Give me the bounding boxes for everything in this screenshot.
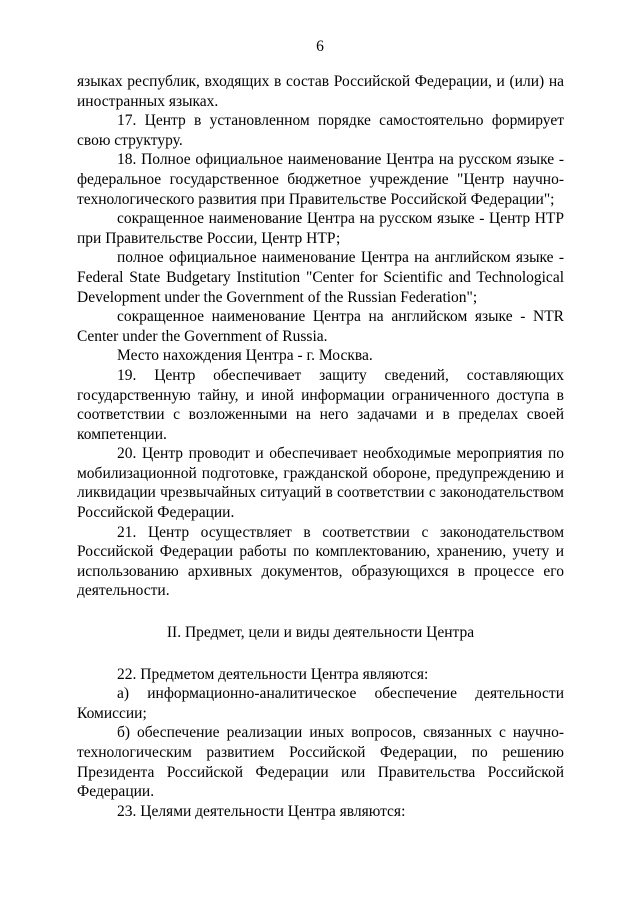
paragraph-22-a: а) информационно-аналитическое обеспечение деятельности Комиссии;: [77, 685, 564, 722]
paragraph-short-name-ru: сокращенное наименование Центра на русском языке - Центр НТР при Правительстве России, Центр НТР;: [77, 210, 564, 247]
paragraph-21: 21. Центр осуществляет в соответствии с законодательством Российской Федерации работы по комплектованию, хранению, учету и использованию архивных документов, образующихся в процессе его деятельности.: [77, 523, 564, 600]
paragraph-20: 20. Центр проводит и обеспечивает необходимые мероприятия по мобилизационной подготовке, гражданской обороне, предупреждению и ликвидации чрезвычайных ситуаций в соответствии с законодательством Российской Федерации.: [77, 445, 564, 522]
section-heading: II. Предмет, цели и виды деятельности Центра: [166, 624, 475, 642]
paragraph-full-name-en: полное официальное наименование Центра на английском языке - Federal State Budgetary Institution "Center for Scientific and Technological Development under the Government of the Russian Federation";: [77, 249, 564, 306]
page-number: 6: [316, 38, 324, 55]
paragraph-22: 22. Предметом деятельности Центра являются:: [117, 665, 429, 683]
document-body: [77, 72, 564, 821]
paragraph-17: 17. Центр в установленном порядке самостоятельно формирует свою структуру.: [77, 112, 564, 149]
paragraph-location: Место нахождения Центра - г. Москва.: [117, 347, 373, 365]
paragraph-22-b: б) обеспечение реализации иных вопросов, связанных с научно-технологическим развитием Российской Федерации, по решению Президента Российской Федерации или Правительства Российской Федерации.: [77, 724, 564, 801]
paragraph-18-full-name-ru: 18. Полное официальное наименование Центра на русском языке - федеральное государственное бюджетное учреждение "Центр научно-технологического развития при Правительстве Российской Федерации";: [77, 151, 564, 208]
paragraph-19: 19. Центр обеспечивает защиту сведений, составляющих государственную тайну, и иной информации ограниченного доступа в соответствии с возложенными на него задачами и в пределах своей компетенции.: [77, 366, 564, 443]
paragraph-continuation: языках республик, входящих в состав Российской Федерации, и (или) на иностранных языках.: [77, 73, 564, 110]
paragraph-23: 23. Целями деятельности Центра являются:: [117, 802, 406, 820]
paragraph-short-name-en: сокращенное наименование Центра на английском языке - NTR Center under the Government of Russia.: [77, 308, 564, 345]
